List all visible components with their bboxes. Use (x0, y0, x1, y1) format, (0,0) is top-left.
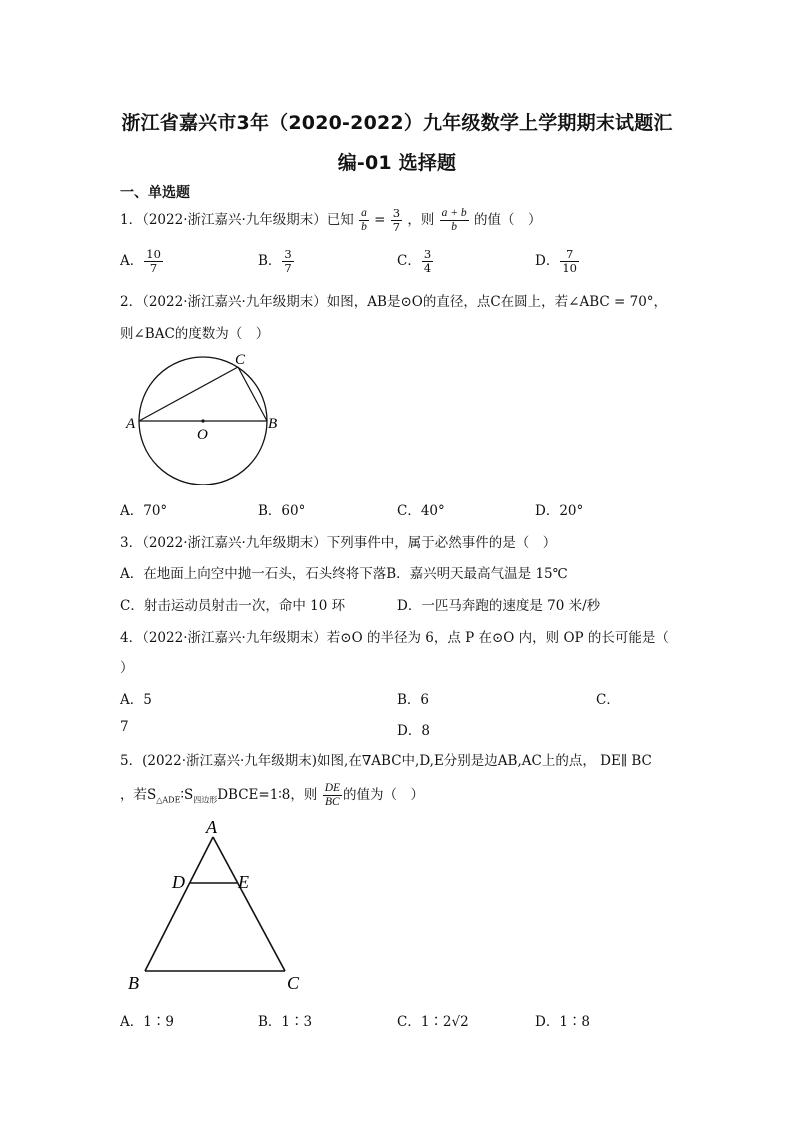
question-text: 1．（2022·浙江嘉兴·九年级期末）已知 (120, 212, 354, 228)
q1-option-a: A． $\frac{10}{7}$ (120, 247, 161, 275)
svg-text:O: O (197, 427, 208, 443)
fraction: $\frac{a + b}{b}$ (441, 207, 467, 233)
q1-option-d: D． $\frac{7}{10}$ (535, 247, 577, 275)
svg-text:B: B (268, 416, 278, 432)
q4-option-c: C． (596, 692, 620, 708)
question-4-cont: ） (120, 660, 134, 676)
q5-option-a: A．1∶9 (120, 1014, 174, 1030)
section-heading: 一、单选题 (120, 185, 190, 201)
q3-option-d: D．一匹马奔跑的速度是 70 米/秒 (397, 598, 601, 614)
triangle-figure (120, 815, 310, 995)
circle-figure (120, 350, 295, 485)
q2-option-c: C．40° (397, 503, 445, 519)
page-title: 浙江省嘉兴市3年（2020-2022）九年级数学上学期期末试题汇 (121, 112, 673, 134)
page-subtitle: 编-01 选择题 (337, 152, 457, 174)
question-5-cont: ，若$S_{\triangle ADE}∶S_{四边形}DBCE=1∶8$，则 $\frac{DE}{BC}$ 的值为（ ） (120, 782, 425, 808)
svg-text:A: A (206, 817, 217, 837)
q4-option-c-value: 7 (120, 719, 129, 735)
q3-option-ab: A．在地面上向空中抛一石头，石头终将下落B．嘉兴明天最高气温是 15℃ (120, 566, 568, 582)
q1-option-b: B． $\frac{3}{7}$ (258, 247, 292, 275)
q5-option-b: B．1∶3 (258, 1014, 313, 1030)
q3-option-c: C．射击运动员射击一次，命中 10 环 (120, 598, 346, 614)
svg-text:B: B (128, 973, 139, 993)
q1-option-c: C． $\frac{3}{4}$ (397, 247, 432, 275)
q2-option-b: B．60° (258, 503, 306, 519)
q2-option-d: D．20° (535, 503, 584, 519)
q4-option-d: D．8 (397, 723, 430, 739)
svg-text:E: E (238, 872, 249, 892)
q4-option-a: A．5 (120, 692, 152, 708)
fraction: $\frac{DE}{BC}$ (324, 782, 341, 808)
q2-option-a: A．70° (120, 503, 168, 519)
question-3: 3．（2022·浙江嘉兴·九年级期末）下列事件中，属于必然事件的是（ ） (120, 535, 557, 551)
q5-option-d: D．1∶8 (535, 1014, 591, 1030)
svg-text:D: D (172, 872, 185, 892)
svg-text:A: A (126, 416, 136, 432)
fraction: $\frac{a}{b}$ (361, 207, 367, 233)
question-2-cont: 则∠BAC的度数为（ ） (120, 326, 270, 342)
question-4: 4．（2022·浙江嘉兴·九年级期末）若⊙O 的半径为 6，点 P 在⊙O 内，则 OP 的长可能是（ (120, 630, 669, 646)
svg-text:C: C (287, 973, 300, 993)
question-5: 5．(2022·浙江嘉兴·九年级期末)如图,在∇ABC中,D,E分别是边AB,AC上的点， DE∥ BC (120, 753, 652, 769)
question-2: 2．（2022·浙江嘉兴·九年级期末）如图，AB是⊙O的直径，点C在圆上，若∠ABC = 70°， (120, 294, 668, 310)
q5-option-c: C．1∶2√2 (397, 1014, 469, 1030)
q4-option-b: B．6 (397, 692, 430, 708)
svg-text:C: C (235, 352, 246, 368)
question-1: 1．（2022·浙江嘉兴·九年级期末）已知 $\frac{a}{b}$ = $\frac{3}{7}$ ，则 $\frac{a + b}{b}$ 的值（ ） (120, 206, 542, 234)
fraction: $\frac{3}{7}$ (392, 206, 401, 234)
